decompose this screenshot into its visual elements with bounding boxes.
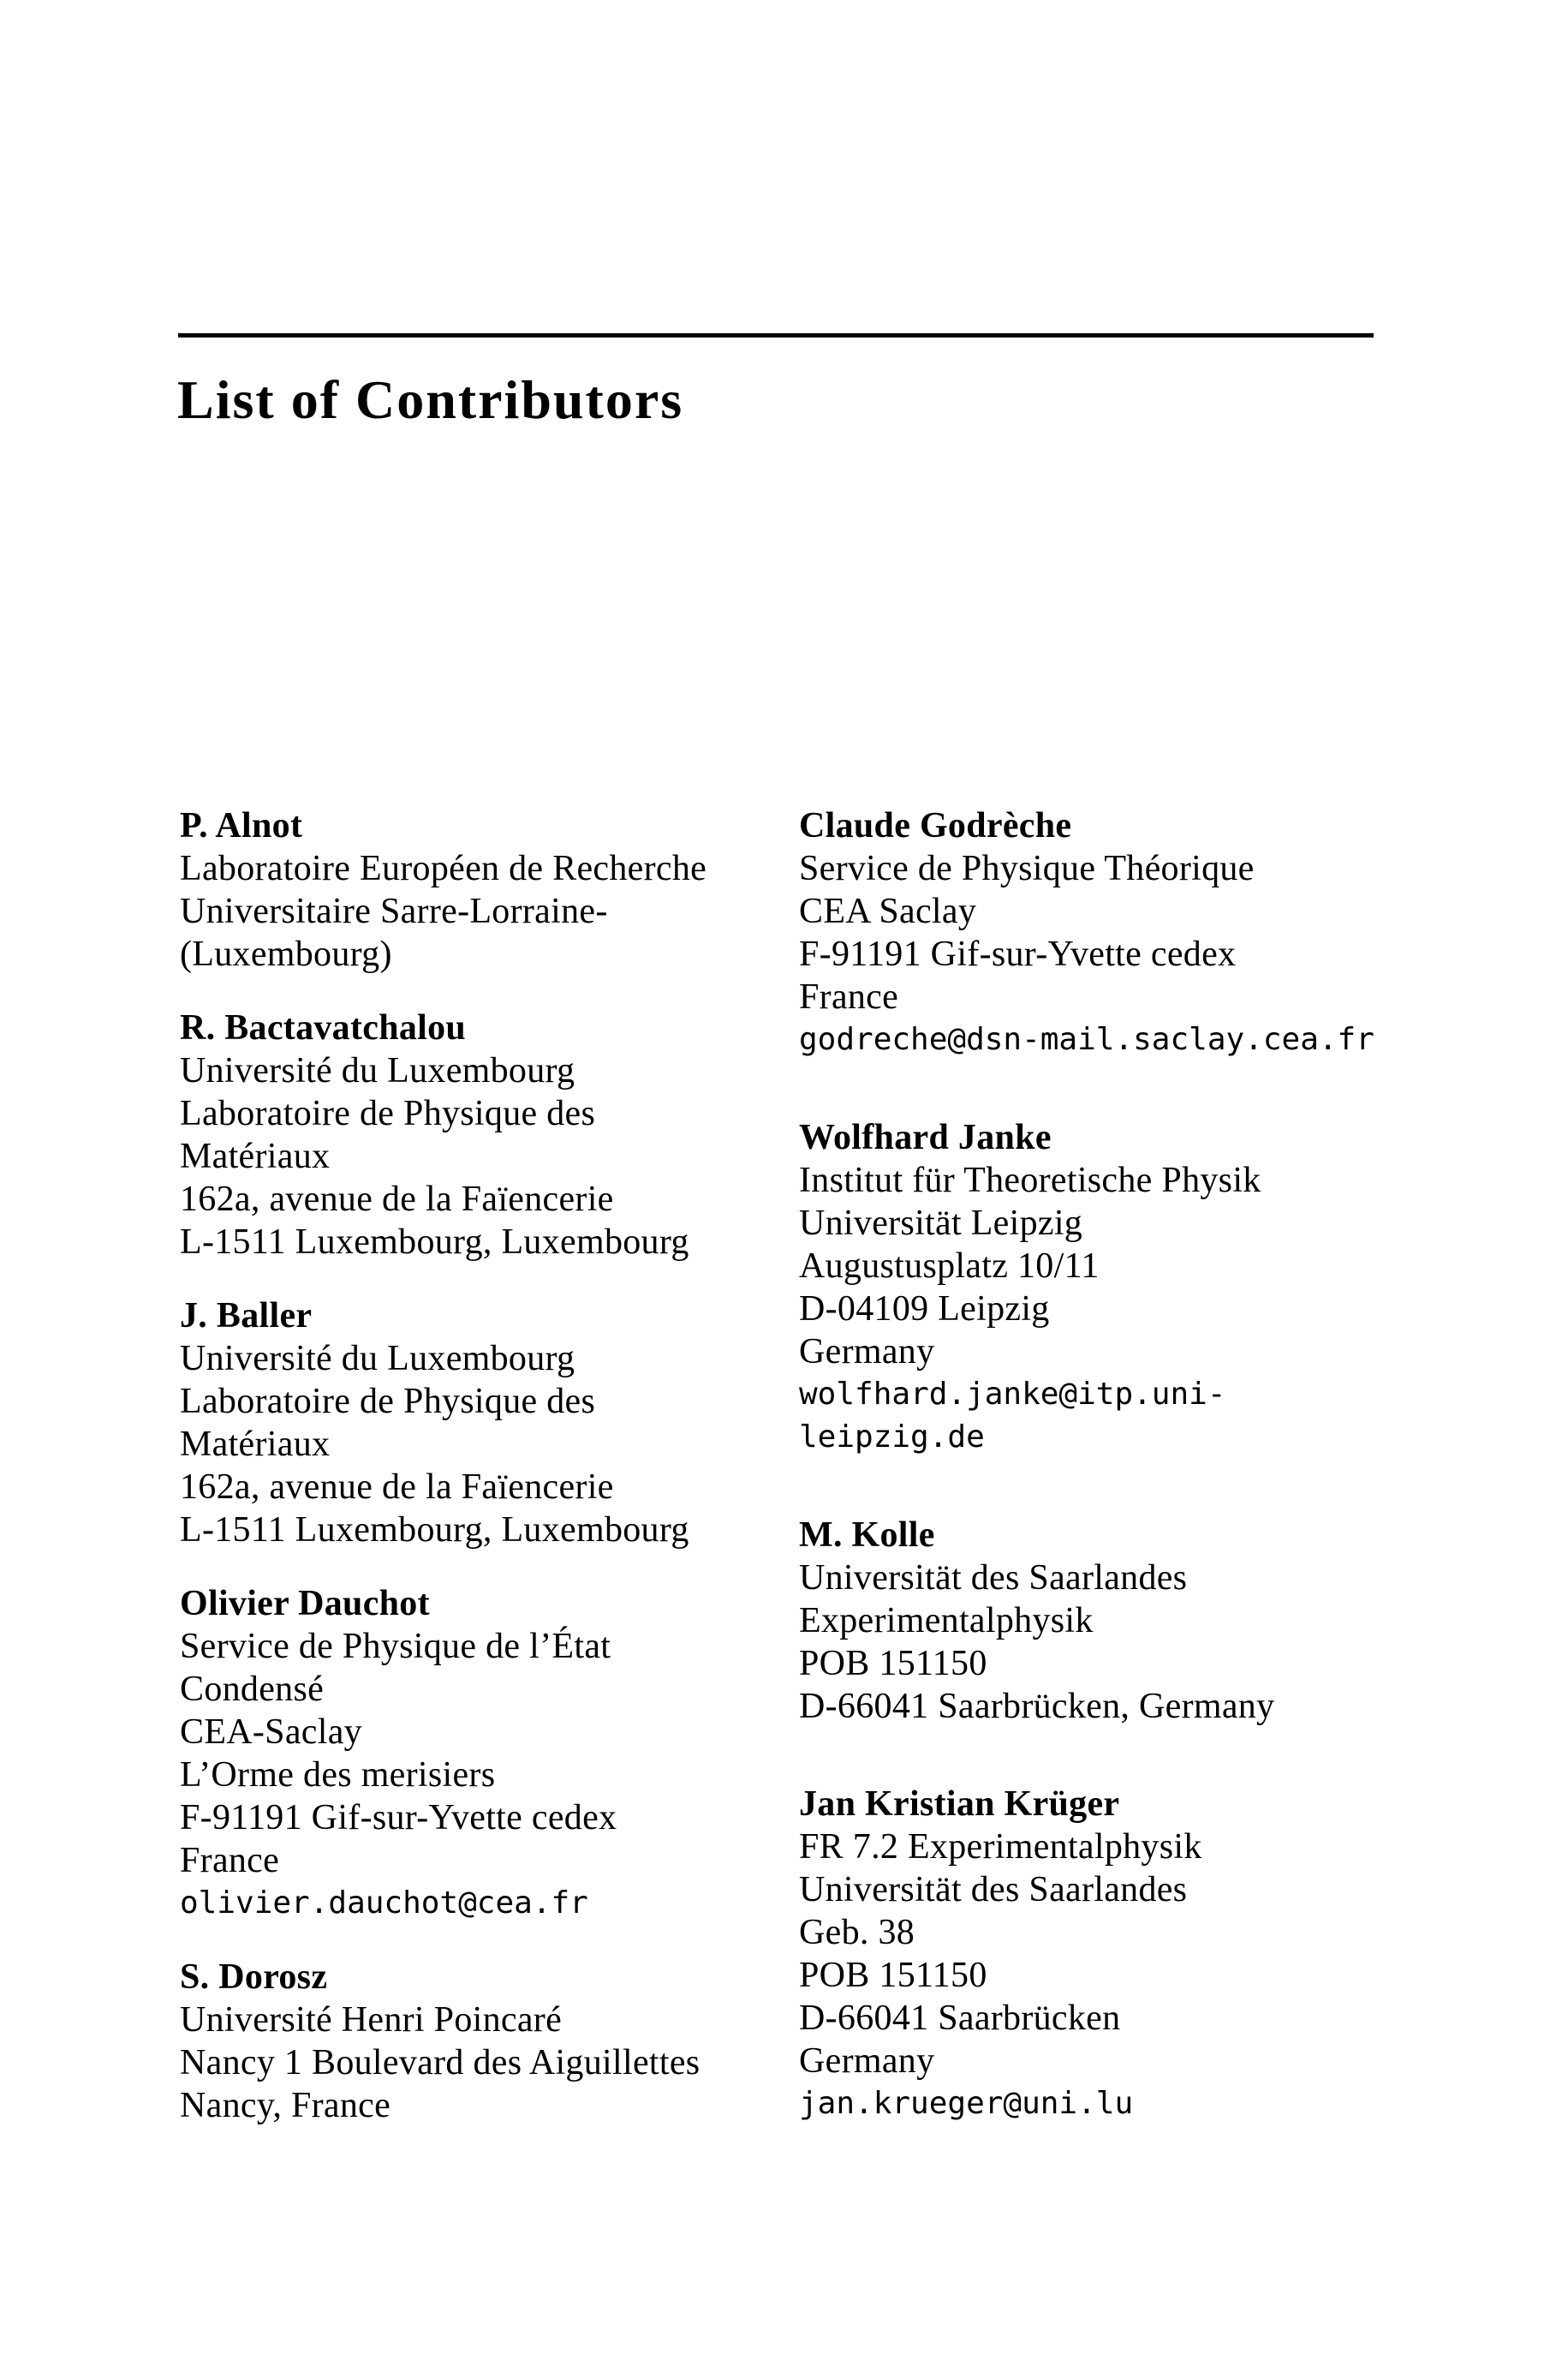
address-line: L-1511 Luxembourg, Luxembourg: [180, 1222, 689, 1262]
contributor-name: Olivier Dauchot: [180, 1584, 430, 1623]
contributor-entry: [799, 1783, 1398, 2125]
address-line: Germany: [799, 2041, 935, 2081]
address-line: L’Orme des merisiers: [180, 1755, 496, 1795]
address-line: Nancy, France: [180, 2086, 391, 2125]
email-line: godreche@dsn-mail.saclay.cea.fr: [799, 1022, 1374, 1057]
address-line: Universitaire Sarre-Lorraine-: [180, 892, 608, 931]
address-line: Université Henri Poincaré: [180, 2000, 563, 2040]
email-line: olivier.dauchot@cea.fr: [180, 1885, 588, 1921]
address-line: Matériaux: [180, 1425, 331, 1464]
address-line: France: [799, 977, 899, 1017]
address-line: POB 151150: [799, 1644, 987, 1683]
contributor-name: Jan Kristian Krüger: [799, 1784, 1120, 1824]
contributor-name: M. Kolle: [799, 1515, 935, 1555]
contributor-entry: [180, 1582, 745, 1925]
email-line: wolfhard.janke@itp.uni-: [799, 1377, 1226, 1412]
address-line: Nancy 1 Boulevard des Aiguillettes: [180, 2043, 701, 2082]
contributor-entry: [180, 804, 745, 976]
page-title: List of Contributors: [177, 369, 684, 430]
contributor-entry: [180, 1294, 745, 1551]
contributor-name: Claude Godrèche: [799, 806, 1072, 845]
contributor-entry: [180, 1007, 745, 1264]
address-line: D-66041 Saarbrücken, Germany: [799, 1687, 1275, 1726]
address-line: L-1511 Luxembourg, Luxembourg: [180, 1510, 689, 1550]
contributors-left-column: [180, 804, 745, 2158]
contributor-name: J. Baller: [180, 1296, 313, 1335]
contributor-name: S. Dorosz: [180, 1957, 328, 1997]
address-line: FR 7.2 Experimentalphysik: [799, 1827, 1202, 1867]
contributors-right-column: [799, 804, 1398, 2180]
address-line: Experimentalphysik: [799, 1601, 1094, 1640]
contributor-entry: [180, 1956, 745, 2127]
address-line: F-91191 Gif-sur-Yvette cedex: [180, 1798, 617, 1837]
contributor-entry: [799, 1116, 1398, 1459]
email-line: leipzig.de: [799, 1419, 985, 1455]
address-line: (Luxembourg): [180, 935, 392, 974]
contributor-name: Wolfhard Janke: [799, 1118, 1052, 1157]
address-line: Université du Luxembourg: [180, 1051, 575, 1090]
address-line: F-91191 Gif-sur-Yvette cedex: [799, 935, 1237, 974]
address-line: D-04109 Leipzig: [799, 1289, 1050, 1329]
address-line: Université du Luxembourg: [180, 1339, 575, 1378]
address-line: Service de Physique de l’État: [180, 1627, 611, 1666]
address-line: Laboratoire de Physique des: [180, 1382, 596, 1421]
address-line: POB 151150: [799, 1956, 987, 1995]
contributor-entry: [799, 1514, 1398, 1728]
address-line: Universität des Saarlandes: [799, 1558, 1188, 1598]
email-line: jan.krueger@uni.lu: [799, 2086, 1134, 2121]
contributor-entry: [799, 804, 1398, 1061]
contributor-name: R. Bactavatchalou: [180, 1008, 467, 1048]
address-line: Germany: [799, 1332, 935, 1371]
address-line: D-66041 Saarbrücken: [799, 1999, 1121, 2038]
address-line: Matériaux: [180, 1137, 331, 1176]
address-line: 162a, avenue de la Faïencerie: [180, 1180, 614, 1219]
address-line: Augustusplatz 10/11: [799, 1246, 1100, 1286]
chapter-rule: [178, 333, 1374, 338]
address-line: 162a, avenue de la Faïencerie: [180, 1467, 614, 1507]
address-line: Condensé: [180, 1670, 325, 1709]
address-line: Universität Leipzig: [799, 1204, 1083, 1243]
contributor-name: P. Alnot: [180, 806, 303, 845]
address-line: CEA Saclay: [799, 892, 977, 931]
address-line: Geb. 38: [799, 1913, 915, 1952]
address-line: Institut für Theoretische Physik: [799, 1161, 1261, 1200]
address-line: CEA-Saclay: [180, 1712, 362, 1752]
address-line: Universität des Saarlandes: [799, 1870, 1188, 1909]
address-line: Laboratoire Européen de Recherche: [180, 849, 707, 888]
address-line: France: [180, 1841, 280, 1880]
address-line: Service de Physique Théorique: [799, 849, 1255, 888]
address-line: Laboratoire de Physique des: [180, 1094, 596, 1133]
